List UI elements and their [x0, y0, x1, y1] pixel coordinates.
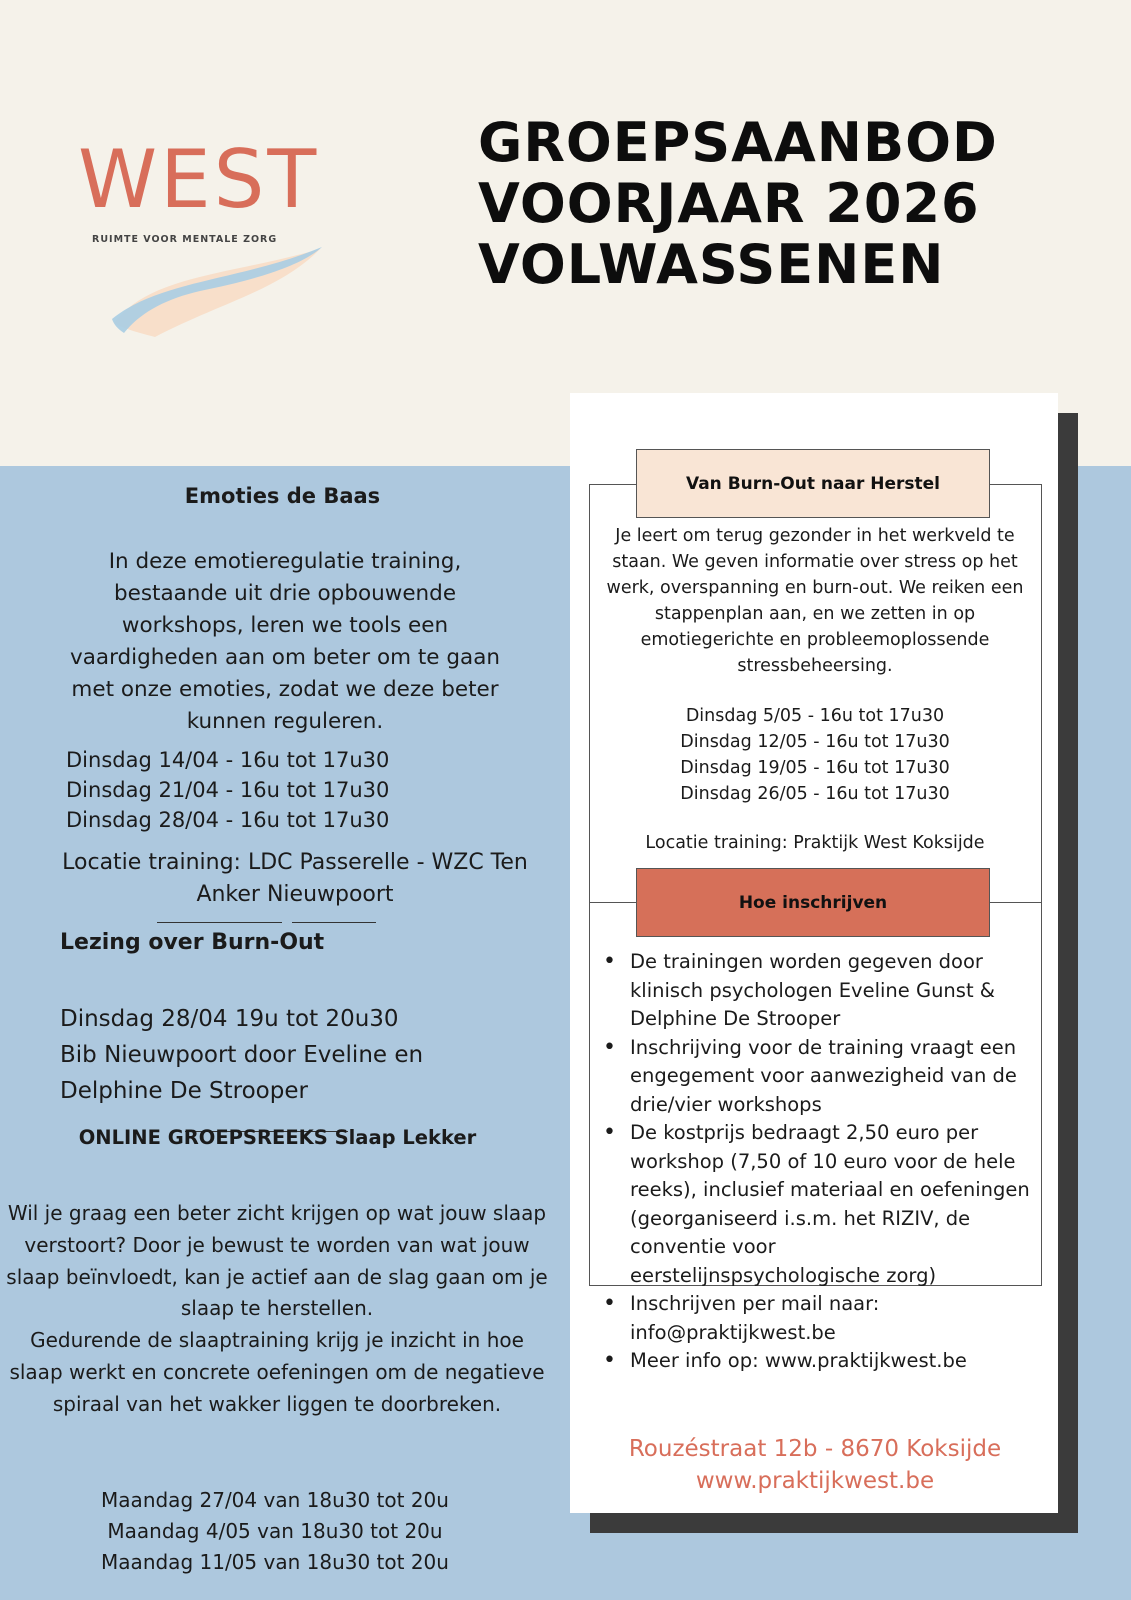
inschrijven-list	[600, 948, 1030, 1376]
date-line: Dinsdag 21/04 - 16u tot 17u30	[66, 778, 390, 802]
info-card	[570, 393, 1058, 1513]
lezing-details	[60, 1001, 423, 1109]
date-line: Maandag 27/04 van 18u30 tot 20u	[101, 1488, 449, 1512]
burnout-title: Van Burn-Out naar Herstel	[636, 449, 990, 518]
date-line: Dinsdag 26/05 - 16u tot 17u30	[680, 784, 950, 804]
lezing-line: Dinsdag 28/04 19u tot 20u30	[60, 1006, 399, 1032]
page-title	[478, 112, 1098, 295]
online-paragraph: Gedurende de slaaptraining krijg je inzicht in hoe slaap werkt en concrete oefeningen om de negatieve spiraal van het wakker liggen te doorbreken.	[9, 1328, 545, 1416]
emoties-title: Emoties de Baas	[184, 484, 381, 508]
online-dates	[40, 1485, 510, 1578]
divider	[157, 922, 282, 923]
list-item: • Meer info op: www.praktijkwest.be	[600, 1347, 1030, 1376]
logo-word: WEST	[78, 133, 320, 226]
address: Rouzéstraat 12b - 8670 Koksijde	[628, 1436, 1002, 1462]
wave-icon	[110, 245, 330, 340]
date-line: Dinsdag 19/05 - 16u tot 17u30	[680, 758, 950, 778]
title-line: VOORJAAR 2026	[478, 172, 980, 235]
lezing-line: Bib Nieuwpoort door Eveline en	[60, 1042, 424, 1068]
emoties-location: Locatie training: LDC Passerelle - WZC Ten Anker Nieuwpoort	[62, 850, 528, 907]
date-line: Dinsdag 12/05 - 16u tot 17u30	[680, 732, 950, 752]
burnout-location: Locatie training: Praktijk West Koksijde	[645, 833, 985, 853]
date-line: Dinsdag 14/04 - 16u tot 17u30	[66, 748, 390, 772]
logo-tagline: RUIMTE VOOR MENTALE ZORG	[92, 234, 278, 245]
online-description	[4, 1198, 550, 1421]
emoties-description: In deze emotieregulatie training, bestaande uit drie opbouwende workshops, leren we tools een vaardigheden aan om beter om te gaan met onze emoties, zodat we deze beter kunnen reguleren.	[70, 549, 500, 734]
date-line: Maandag 11/05 van 18u30 tot 20u	[101, 1550, 449, 1574]
list-item: • Inschrijving voor de training vraagt een engegement voor aanwezigheid van de drie/vier workshops	[600, 1034, 1030, 1120]
lezing-title: Lezing over Burn-Out	[60, 930, 325, 955]
lezing-line: Delphine De Strooper	[60, 1078, 308, 1104]
date-line: Dinsdag 5/05 - 16u tot 17u30	[685, 706, 945, 726]
title-line: VOLWASSENEN	[478, 233, 945, 296]
list-item: • De kostprijs bedraagt 2,50 euro per workshop (7,50 of 10 euro voor de hele reeks), inclusief materiaal en oefeningen (georganiseerd i.s.m. het RIZIV, de conventie voor eerstelijnspsychologische zorg)	[600, 1119, 1030, 1290]
inschrijven-title: Hoe inschrijven	[636, 868, 990, 937]
online-paragraph: Wil je graag een beter zicht krijgen op wat jouw slaap verstoort? Door je bewust te worden van wat jouw slaap beïnvloedt, kan je actief aan de slag gaan om je slaap te herstellen.	[6, 1201, 548, 1321]
emoties-dates	[66, 745, 389, 835]
list-item: • De trainingen worden gegeven door klinisch psychologen Eveline Gunst & Delphine De Strooper	[600, 948, 1030, 1034]
online-title: ONLINE GROEPSREEKS Slaap Lekker	[78, 1126, 477, 1149]
date-line: Dinsdag 28/04 - 16u tot 17u30	[66, 808, 390, 832]
burnout-dates	[600, 703, 1030, 807]
burnout-description: Je leert om terug gezonder in het werkveld te staan. We geven informatie over stress op het werk, overspanning en burn-out. We reiken een stappenplan aan, en we zetten in op emotiegerichte en probleemoplossende stressbeheersing.	[606, 526, 1024, 676]
website-link[interactable]: www.praktijkwest.be	[695, 1468, 935, 1494]
title-line: GROEPSAANBOD	[478, 111, 998, 174]
date-line: Maandag 4/05 van 18u30 tot 20u	[107, 1519, 443, 1543]
divider	[292, 922, 376, 923]
list-item: • Inschrijven per mail naar: info@praktijkwest.be	[600, 1290, 1030, 1347]
card-footer	[600, 1433, 1030, 1497]
west-logo	[70, 133, 340, 350]
